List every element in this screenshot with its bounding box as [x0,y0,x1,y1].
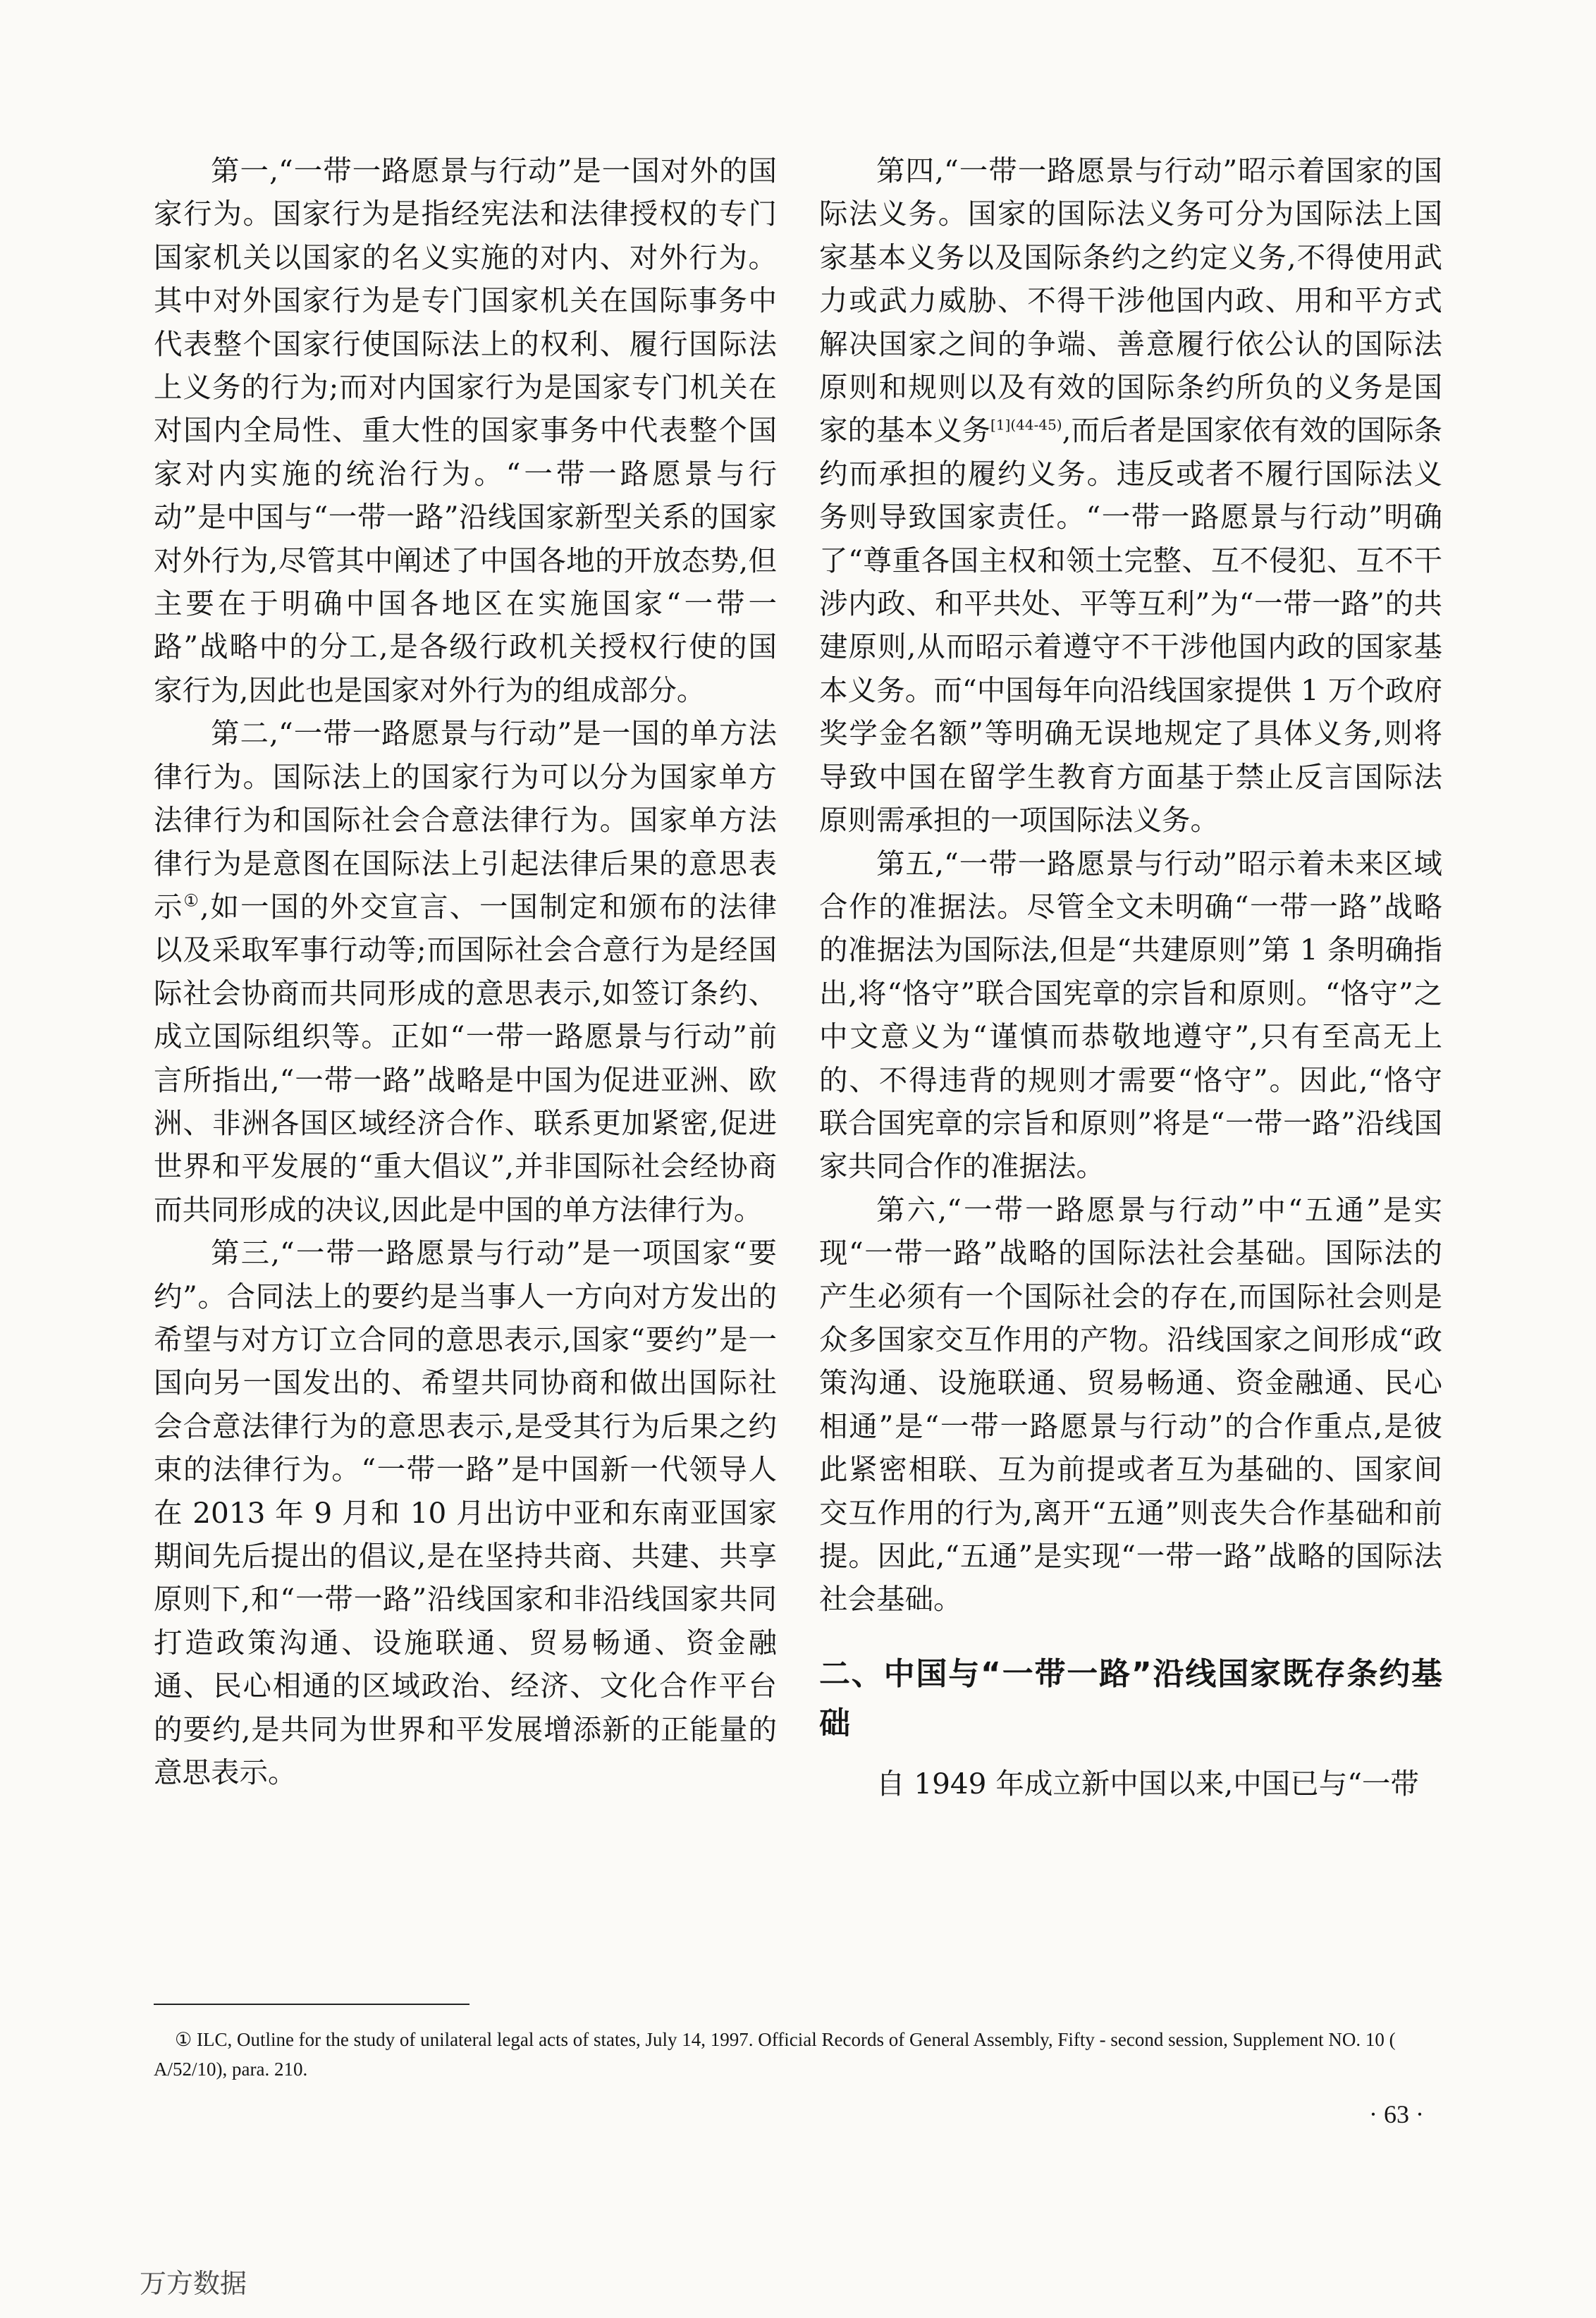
paragraph-fifth: 第五,“一带一路愿景与行动”昭示着未来区域合作的准据法。尽管全文未明确“一带一路”战略的准据法为国际法,但是“共建原则”第 1 条明确指出,将“恪守”联合国宪章的宗旨和原则。“恪守”之中文意义为“谨慎而恭敬地遵守”,只有至高无上的、不得违背的规则才需要“恪守”。因此,“恪守联合国宪章的宗旨和原则”将是“一带一路”沿线国家共同合作的准据法。 [819,846,1442,1184]
paragraph-second-text-b: ,如一国的外交宣言、一国制定和颁布的法律以及采取军事行动等;而国际社会合意行为是经国际社会协商而共同形成的意思表示,如签订条约、成立国际组织等。正如“一带一路愿景与行动”前言所指出,“一带一路”战略是中国为促进亚洲、欧洲、非洲各国区域经济合作、联系更加紧密,促进世界和平发展的“重大倡议”,并非国际社会经协商而共同形成的决议,因此是中国的单方法律行为。 [154,889,778,1227]
watermark: 万方数据 [140,2268,247,2299]
paragraph-fourth [819,149,1442,842]
paragraph-second-text-a: 第二,“一带一路愿景与行动”是一国的单方法律行为。国际法上的国家行为可以分为国家单方法律行为和国际社会合意法律行为。国家单方法律行为是意图在国际法上引起法律后果的意思表示 [154,716,777,924]
footnote-divider [154,2004,469,2005]
paragraph-first: 第一,“一带一路愿景与行动”是一国对外的国家行为。国家行为是指经宪法和法律授权的专门国家机关以国家的名义实施的对内、对外行为。其中对外国家行为是专门国家机关在国际事务中代表整个国家行使国际法上的权利、履行国际法上义务的行为;而对内国家行为是国家专门机关在对国内全局性、重大性的国家事务中代表整个国家对内实施的统治行为。“一带一路愿景与行动”是中国与“一带一路”沿线国家新型关系的国家对外行为,尽管其中阐述了中国各地的开放态势,但主要在于明确中国各地区在实施国家“一带一路”战略中的分工,是各级行政机关授权行使的国家行为,因此也是国家对外行为的组成部分。 [154,154,777,707]
left-column [154,149,777,1794]
citation-reference[interactable]: [1](44-45) [990,416,1062,434]
paragraph-fourth-text-b: ,而后者是国家依有效的国际条约而承担的履约义务。违反或者不履行国际法义务则导致国家责任。“一带一路愿景与行动”明确了“尊重各国主权和领土完整、互不侵犯、互不干涉内政、和平共处、平等互利”为“一带一路”的共建原则,从而昭示着遵守不干涉他国内政的国家基本义务。而“中国每年向沿线国家提供 1 万个政府奖学金名额”等明确无误地规定了具体义务,则将导致中国在留学生教育方面基于禁止反言国际法原则需承担的一项国际法义务。 [819,413,1443,838]
page-number: · 63 · [1369,2100,1424,2128]
footnote: ① ILC, Outline for the study of unilateral legal acts of states, July 14, 1997. Official Records of General Assembly, Fifty - second session, Supplement NO. 10 ( A/52/10), para. 210. [154,2029,1396,2080]
section-heading: 二、中国与“一带一路”沿线国家既存条约基础 [819,1655,1442,1741]
paragraph-fourth-text-a: 第四,“一带一路愿景与行动”昭示着国家的国际法义务。国家的国际法义务可分为国际法上国家基本义务以及国际条约之约定义务,不得使用武力或武力威胁、不得干涉他国内政、用和平方式解决国家之间的争端、善意履行依公认的国际法原则和规则以及有效的国际条约所负的义务是国家的基本义务 [819,154,1442,448]
paragraph-third: 第三,“一带一路愿景与行动”是一项国家“要约”。合同法上的要约是当事人一方向对方发出的希望与对方订立合同的意思表示,国家“要约”是一国向另一国发出的、希望共同协商和做出国际社会合意法律行为的意思表示,是受其行为后果之约束的法律行为。“一带一路”是中国新一代领导人在 2013 年 9 月和 10 月出访中亚和东南亚国家期间先后提出的倡议,是在坚持共商、共建、共享原则下,和“一带一路”沿线国家和非沿线国家共同打造政策沟通、设施联通、贸易畅通、资金融通、民心相通的区域政治、经济、文化合作平台的要约,是共同为世界和平发展增添新的正能量的意思表示。 [154,1236,777,1790]
paragraph-second [154,712,777,1232]
paragraph-seventh: 自 1949 年成立新中国以来,中国已与“一带 [876,1766,1419,1801]
right-column [819,149,1442,1805]
footnote-reference[interactable]: ① [183,890,200,911]
paragraph-sixth: 第六,“一带一路愿景与行动”中“五通”是实现“一带一路”战略的国际法社会基础。国际法的产生必须有一个国际社会的存在,而国际社会则是众多国家交互作用的产物。沿线国家之间形成“政策沟通、设施联通、贸易畅通、资金融通、民心相通”是“一带一路愿景与行动”的合作重点,是彼此紧密相联、互为前提或者互为基础的、国家间交互作用的行为,离开“五通”则丧失合作基础和前提。因此,“五通”是实现“一带一路”战略的国际法社会基础。 [819,1192,1442,1617]
